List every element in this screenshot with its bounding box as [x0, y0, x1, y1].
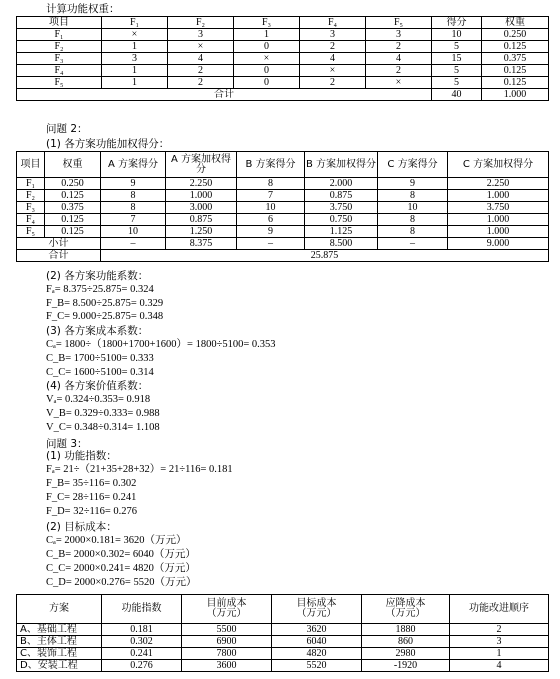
table-cell: 0.125 — [45, 226, 101, 238]
table-cell: 8.500 — [305, 238, 378, 250]
table-cell: 2980 — [362, 648, 450, 660]
table-row — [17, 202, 549, 214]
table-cell: 0 — [234, 65, 300, 77]
table-cell: 8 — [237, 178, 305, 190]
table-cell: 5 — [432, 65, 482, 77]
table-cell: 0.375 — [45, 202, 101, 214]
table-cell: 0.125 — [45, 190, 101, 202]
total-label: 合计 — [17, 250, 101, 262]
weighted-score-table — [16, 151, 549, 262]
table-cell: F₂ — [17, 41, 102, 53]
table-cell: 5520 — [272, 660, 362, 672]
header-cell: F₄ — [300, 17, 366, 29]
table-row — [17, 636, 549, 648]
header-cell: 项目 — [17, 152, 45, 178]
table-cell: 0.125 — [482, 77, 549, 89]
table-cell: 3 — [168, 29, 234, 41]
calc-subheading: (2) 目标成本： — [46, 520, 117, 533]
table-cell: 860 — [362, 636, 450, 648]
table-row — [17, 77, 549, 89]
calc-line: F_B= 35÷116= 0.302 — [46, 478, 137, 490]
table-row — [17, 29, 549, 41]
table-cell: 5 — [432, 77, 482, 89]
table-cell: 3 — [102, 53, 168, 65]
header-cell: 目前成本（万元） — [182, 595, 272, 624]
header-cell: 方案 — [17, 595, 102, 624]
table-cell: 0.241 — [102, 648, 182, 660]
calc-line: V_B= 0.329÷0.333= 0.988 — [46, 408, 160, 419]
table-cell: F₅ — [17, 226, 45, 238]
table-cell: 3 — [450, 636, 549, 648]
table-header-row — [17, 17, 549, 29]
table-header-row — [17, 595, 549, 624]
table-cell: 4 — [300, 53, 366, 65]
table-cell: 0.276 — [102, 660, 182, 672]
table-cell: 8 — [378, 214, 448, 226]
table-row — [17, 178, 549, 190]
question2-title: 问题 2： — [46, 123, 88, 135]
question3-title: 问题 3： — [46, 438, 88, 450]
table-cell: 7800 — [182, 648, 272, 660]
table-cell: 9 — [237, 226, 305, 238]
table-row — [17, 660, 549, 672]
table-cell: – — [237, 238, 305, 250]
table-cell: D、安装工程 — [17, 660, 102, 672]
table-cell: 0 — [234, 41, 300, 53]
header-cell: 得分 — [432, 17, 482, 29]
table-cell: 0.181 — [102, 624, 182, 636]
table-cell: 1.250 — [166, 226, 237, 238]
calc-line: Fₐ= 8.375÷25.875= 0.324 — [46, 283, 154, 295]
header-cell: A 方案得分 — [101, 152, 166, 178]
table-row — [17, 53, 549, 65]
total-score: 40 — [432, 89, 482, 101]
table-cell: 1880 — [362, 624, 450, 636]
table-cell: 10 — [378, 202, 448, 214]
total-value: 25.875 — [101, 250, 549, 262]
table-cell: 1.000 — [448, 214, 549, 226]
calc-line: C_B= 1700÷5100= 0.333 — [46, 352, 154, 364]
table-cell: 3 — [300, 29, 366, 41]
calc-line: Vₐ= 0.324÷0.353= 0.918 — [46, 394, 151, 406]
table-cell: 4 — [168, 53, 234, 65]
table-cell: A、基础工程 — [17, 624, 102, 636]
table-cell: 1 — [102, 41, 168, 53]
header-cell: 项目 — [17, 17, 102, 29]
table-cell: F₁ — [17, 29, 102, 41]
total-label: 合计 — [17, 89, 432, 101]
table-cell: 0.250 — [45, 178, 101, 190]
calc-subheading: (4) 各方案价值系数： — [46, 380, 149, 393]
table-cell: 2 — [300, 41, 366, 53]
table-cell: C、装饰工程 — [17, 648, 102, 660]
table-cell: B、主体工程 — [17, 636, 102, 648]
table-cell: 2.250 — [166, 178, 237, 190]
table-cell: 2 — [450, 624, 549, 636]
table-cell: 6 — [237, 214, 305, 226]
header-cell: F₂ — [168, 17, 234, 29]
table-cell: – — [378, 238, 448, 250]
weights-title: 计算功能权重： — [46, 3, 120, 15]
table-cell: 1.000 — [166, 190, 237, 202]
table-cell: 0.750 — [305, 214, 378, 226]
table-cell: 6900 — [182, 636, 272, 648]
table-cell: -1920 — [362, 660, 450, 672]
calc-line: F_D= 32÷116= 0.276 — [46, 506, 138, 518]
table-cell: F₅ — [17, 77, 102, 89]
table-cell: F₁ — [17, 178, 45, 190]
subtotal-row — [17, 238, 549, 250]
calc-line: Cₐ= 2000×0.181= 3620（万元） — [46, 534, 187, 546]
table-row — [17, 214, 549, 226]
table-cell: 1.000 — [448, 190, 549, 202]
header-cell: B 方案加权得分 — [305, 152, 378, 178]
table-cell: 0.125 — [45, 214, 101, 226]
table-cell: 10 — [432, 29, 482, 41]
table-row — [17, 624, 549, 636]
calc-line: C_D= 2000×0.276= 5520（万元） — [46, 576, 197, 588]
table-cell: F₃ — [17, 202, 45, 214]
table-cell: 3600 — [182, 660, 272, 672]
table-cell: 1 — [102, 77, 168, 89]
table-cell: 8.375 — [166, 238, 237, 250]
total-row — [17, 89, 549, 101]
table-cell: 10 — [237, 202, 305, 214]
table-cell: 0 — [234, 77, 300, 89]
calc-line: Fₐ= 21÷（21+35+28+32）= 21÷116= 0.181 — [46, 464, 233, 476]
table-cell: – — [101, 238, 166, 250]
calc-line: F_B= 8.500÷25.875= 0.329 — [46, 297, 164, 309]
calc-line: Cₐ= 1800÷（1800+1700+1600）= 1800÷5100= 0.353 — [46, 339, 276, 350]
table-cell: 7 — [101, 214, 166, 226]
table-cell: 2.250 — [448, 178, 549, 190]
table-cell: 7 — [237, 190, 305, 202]
total-weight: 1.000 — [482, 89, 549, 101]
table-cell: 3.750 — [305, 202, 378, 214]
table-cell: 9 — [101, 178, 166, 190]
table-cell: × — [366, 77, 432, 89]
header-cell: C 方案得分 — [378, 152, 448, 178]
table-row — [17, 226, 549, 238]
header-cell: F₃ — [234, 17, 300, 29]
table-cell: 3620 — [272, 624, 362, 636]
target-cost-table — [16, 594, 549, 672]
table-cell: 2 — [366, 41, 432, 53]
table-row — [17, 648, 549, 660]
table-cell: 5500 — [182, 624, 272, 636]
table-cell: 1 — [234, 29, 300, 41]
header-cell: 目标成本（万元） — [272, 595, 362, 624]
table-cell: × — [300, 65, 366, 77]
table-cell: 2 — [168, 65, 234, 77]
table-cell: 4 — [366, 53, 432, 65]
header-cell: A 方案加权得分 — [166, 152, 237, 178]
header-cell: 权重 — [45, 152, 101, 178]
table-cell: 0.375 — [482, 53, 549, 65]
table-cell: 0.302 — [102, 636, 182, 648]
table-cell: 6040 — [272, 636, 362, 648]
table-cell: 3.750 — [448, 202, 549, 214]
total-row — [17, 250, 549, 262]
header-cell: 功能指数 — [102, 595, 182, 624]
table-cell: 2 — [168, 77, 234, 89]
header-cell: C 方案加权得分 — [448, 152, 549, 178]
table-cell: F₃ — [17, 53, 102, 65]
calc-line: C_B= 2000×0.302= 6040（万元） — [46, 548, 196, 560]
header-cell: 功能改进顺序 — [450, 595, 549, 624]
calc-line: C_C= 1600÷5100= 0.314 — [46, 366, 154, 378]
table-cell: 4 — [450, 660, 549, 672]
table-cell: 10 — [101, 226, 166, 238]
calc-line: V_C= 0.348÷0.314= 1.108 — [46, 421, 160, 433]
table-cell: F₄ — [17, 214, 45, 226]
table-cell: 3.000 — [166, 202, 237, 214]
table-cell: 5 — [432, 41, 482, 53]
calc-subheading: (1) 功能指数： — [46, 450, 117, 462]
subtotal-label: 小计 — [17, 238, 101, 250]
table-cell: 1 — [450, 648, 549, 660]
table-cell: 8 — [101, 202, 166, 214]
calc-subheading: (3) 各方案成本系数： — [46, 325, 149, 338]
table-row — [17, 41, 549, 53]
calc-line: F_C= 9.000÷25.875= 0.348 — [46, 311, 164, 323]
table-cell: F₄ — [17, 65, 102, 77]
table-cell: 9 — [378, 178, 448, 190]
table-cell: 0.125 — [482, 41, 549, 53]
table-cell: 3 — [366, 29, 432, 41]
calc-subheading: (2) 各方案功能系数： — [46, 270, 149, 282]
table-cell: 1.000 — [448, 226, 549, 238]
calc-line: C_C= 2000×0.241= 4820（万元） — [46, 562, 196, 574]
table-cell: 0.250 — [482, 29, 549, 41]
function-weight-table — [16, 16, 549, 101]
table-cell: × — [234, 53, 300, 65]
table-header-row — [17, 152, 549, 178]
table-cell: 8 — [101, 190, 166, 202]
table-cell: F₂ — [17, 190, 45, 202]
table-cell: 8 — [378, 226, 448, 238]
header-cell: 应降成本（万元） — [362, 595, 450, 624]
table-row — [17, 190, 549, 202]
table-cell: × — [168, 41, 234, 53]
calc-line: F_C= 28÷116= 0.241 — [46, 492, 137, 504]
table-cell: 4820 — [272, 648, 362, 660]
table-cell: 0.125 — [482, 65, 549, 77]
table-cell: 9.000 — [448, 238, 549, 250]
table-cell: 8 — [378, 190, 448, 202]
table-cell: 15 — [432, 53, 482, 65]
header-cell: F₅ — [366, 17, 432, 29]
table-row — [17, 65, 549, 77]
header-cell: B 方案得分 — [237, 152, 305, 178]
table-cell: 0.875 — [166, 214, 237, 226]
table-cell: 2 — [366, 65, 432, 77]
table-cell: 1.125 — [305, 226, 378, 238]
table-cell: 1 — [102, 65, 168, 77]
table-cell: 2.000 — [305, 178, 378, 190]
table-cell: 2 — [300, 77, 366, 89]
table-cell: 0.875 — [305, 190, 378, 202]
table-cell: × — [102, 29, 168, 41]
question2-sub1: (1) 各方案功能加权得分： — [46, 138, 170, 150]
header-cell: F₁ — [102, 17, 168, 29]
header-cell: 权重 — [482, 17, 549, 29]
